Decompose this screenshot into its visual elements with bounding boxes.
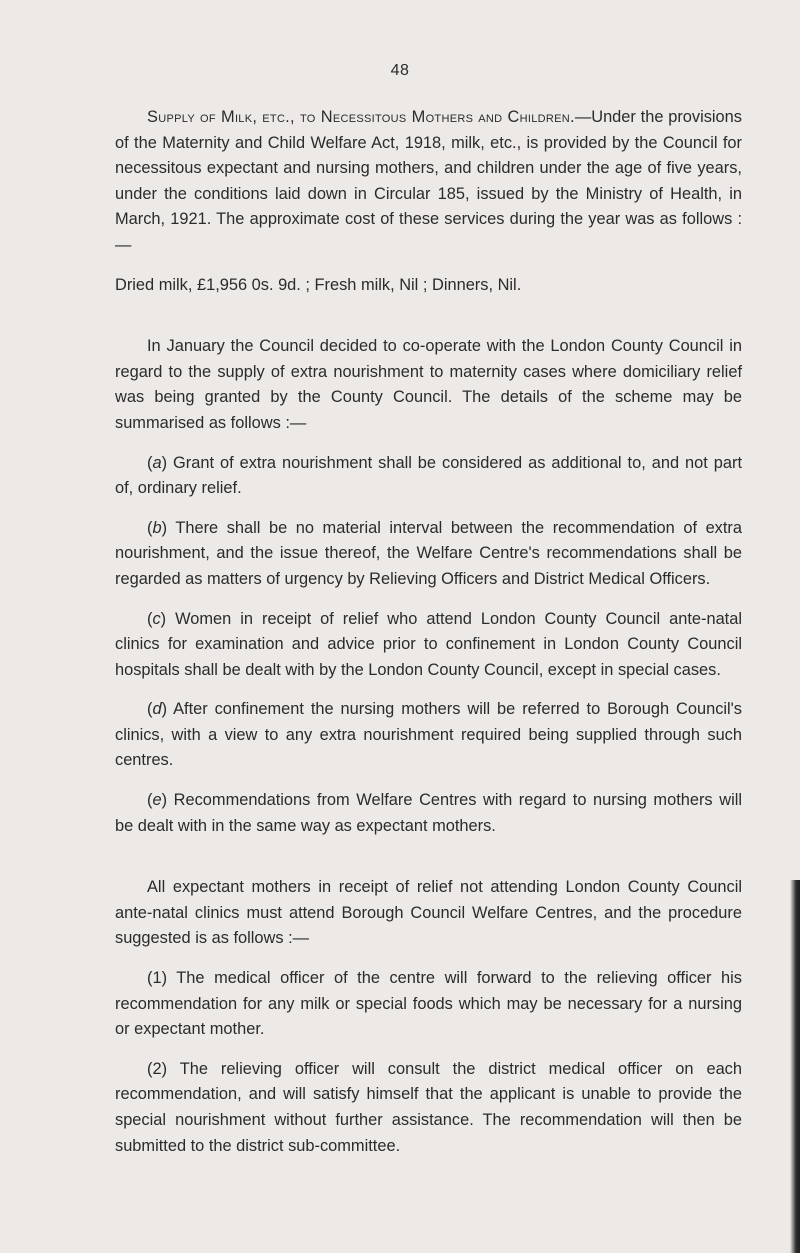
page-number: 48 <box>390 62 410 79</box>
procedure-item-number: (2) <box>147 1059 168 1078</box>
procedure-item-text: The medical officer of the centre will forward to the relieving officer his recommendation for any milk or special foods which may be necessary for a nursing or expectant mother. <box>115 969 742 1039</box>
scheme-item-text: There shall be no material interval between the recommendation of extra nourishment, and the issue thereof, the Welfare Centre's recommendations shall be regarded as matters of urgency by Relieving Officers and District Medical Officers. <box>115 518 743 588</box>
procedure-item-text: The relieving officer will consult the district medical officer on each recommendation, and will satisfy himself that the applicant is unable to provide the special nourishment without further assistance. The recommendation will then be submitted to the district sub-committee. <box>115 1059 742 1155</box>
costs-line: Dried milk, £1,956 0s. 9d. ; Fresh milk, Nil ; Dinners, Nil. <box>115 275 522 294</box>
scheme-item-b: (b) There shall be no material interval between the recommendation of extra nourishment, and the issue thereof, the Welfare Centre's recommendations shall be regarded as matters of urgency by Relieving Officers and District Medical Officers. <box>115 518 743 588</box>
section-heading: Supply of Milk, etc., to Necessitous Mothers and Children. <box>147 108 575 126</box>
section-intro-text: —Under the provisions of the Maternity and Child Welfare Act, 1918, milk, etc., is provided by the Council for necessitous expectant and nursing mothers, and children under the age of five years, under the conditions laid down in Circular 185, issued by the Ministry of Health, in March, 1921. The approximate cost of these services during the year was as follows :— <box>115 108 742 254</box>
scheme-item-text: Recommendations from Welfare Centres with regard to nursing mothers will be dealt with in the same way as expectant mothers. <box>115 791 742 835</box>
scheme-item-a: (a) Grant of extra nourishment shall be considered as additional to, and not part of, ordinary relief. <box>115 453 742 498</box>
scheme-item-d: (d) After confinement the nursing mothers will be referred to Borough Council's clinics, with a view to any extra nourishment required being supplied through such centres. <box>115 700 742 770</box>
procedure-item-1 <box>115 966 742 1043</box>
scheme-item-text: Women in receipt of relief who attend London County Council ante-natal clinics for examination and advice prior to confinement in London County Council hospitals shall be dealt with by the London County Council, except in special cases. <box>115 609 742 679</box>
page-edge-shadow <box>790 880 800 1253</box>
scheme-item-letter: a <box>152 453 162 472</box>
supply-of-milk-paragraph <box>115 105 742 259</box>
scheme-item-letter: d <box>152 700 162 719</box>
page-body <box>115 105 742 1159</box>
scheme-item-text: After confinement the nursing mothers will be referred to Borough Council's clinics, with a view to any extra nourishment required being supplied through such centres. <box>115 700 742 770</box>
scheme-item-letter: e <box>152 791 162 810</box>
scheme-intro-paragraph: In January the Council decided to co-operate with the London County Council in regard to the supply of extra nourishment to maternity cases where domiciliary relief was being granted by the County Council. The details of the scheme may be summarised as follows :— <box>115 337 742 432</box>
scheme-item-text: Grant of extra nourishment shall be considered as additional to, and not part of, ordinary relief. <box>115 453 742 498</box>
scheme-item-letter: c <box>152 609 161 628</box>
procedure-intro-paragraph: All expectant mothers in receipt of relief not attending London County Council ante-natal clinics must attend Borough Council Welfare Centres, and the procedure suggested is as follows :— <box>115 878 742 948</box>
procedure-item-2 <box>115 1057 742 1159</box>
scheme-item-letter: b <box>152 518 162 537</box>
scheme-item-c: (c) Women in receipt of relief who attend London County Council ante-natal clinics for examination and advice prior to confinement in London County Council hospitals shall be dealt with by the London County Council, except in special cases. <box>115 609 742 679</box>
procedure-item-number: (1) <box>147 969 168 988</box>
scheme-item-e: (e) Recommendations from Welfare Centres with regard to nursing mothers will be dealt with in the same way as expectant mothers. <box>115 791 742 835</box>
